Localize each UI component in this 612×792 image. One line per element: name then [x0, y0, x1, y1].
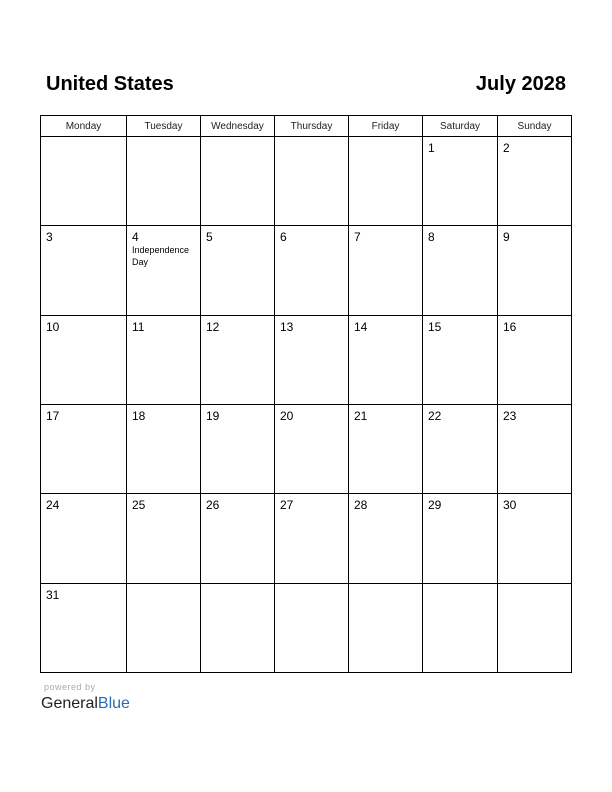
day-number: 31 [46, 588, 60, 602]
day-cell[interactable] [201, 226, 275, 316]
day-cell[interactable] [127, 405, 201, 494]
month-year-title: July 2028 [475, 73, 566, 95]
day-number: 8 [428, 230, 435, 244]
day-cell[interactable] [127, 584, 201, 673]
day-cell[interactable] [423, 137, 498, 226]
day-number: 25 [132, 498, 146, 512]
day-cell[interactable] [41, 137, 127, 226]
weekday-sunday: Sunday [498, 116, 572, 137]
holiday-label: Independence Day [132, 245, 190, 267]
day-number: 15 [428, 320, 442, 334]
day-cell[interactable] [41, 494, 127, 584]
day-number: 9 [503, 230, 510, 244]
day-number: 17 [46, 409, 60, 423]
day-cell[interactable] [423, 316, 498, 405]
day-cell[interactable] [349, 494, 423, 584]
day-cell[interactable] [498, 405, 572, 494]
weekday-tuesday: Tuesday [127, 116, 201, 137]
day-number: 12 [206, 320, 220, 334]
day-cell[interactable] [127, 494, 201, 584]
day-number: 19 [206, 409, 220, 423]
day-number: 13 [280, 320, 294, 334]
day-cell[interactable] [41, 405, 127, 494]
weekday-header-row [41, 116, 572, 137]
brand-blue-text: Blue [97, 695, 130, 712]
day-cell[interactable] [201, 137, 275, 226]
day-number: 14 [354, 320, 368, 334]
day-cell[interactable] [498, 137, 572, 226]
weekday-wednesday: Wednesday [201, 116, 275, 137]
weekday-thursday: Thursday [275, 116, 349, 137]
day-number: 3 [46, 230, 53, 244]
calendar-header [46, 71, 566, 97]
day-cell[interactable] [41, 584, 127, 673]
day-cell[interactable] [349, 405, 423, 494]
day-cell[interactable] [275, 316, 349, 405]
day-number: 29 [428, 498, 442, 512]
day-cell[interactable] [423, 584, 498, 673]
day-number: 7 [354, 230, 361, 244]
day-cell[interactable] [275, 137, 349, 226]
day-cell[interactable] [423, 405, 498, 494]
brand-general-text: General [41, 695, 98, 712]
day-cell[interactable] [349, 226, 423, 316]
day-number: 16 [503, 320, 517, 334]
day-number: 4 [132, 230, 139, 244]
day-number: 5 [206, 230, 213, 244]
day-number: 24 [46, 498, 60, 512]
day-cell[interactable] [201, 494, 275, 584]
day-number: 27 [280, 498, 294, 512]
day-number: 18 [132, 409, 146, 423]
day-cell[interactable] [127, 137, 201, 226]
day-cell[interactable] [275, 405, 349, 494]
weekday-friday: Friday [349, 116, 423, 137]
day-cell[interactable] [275, 226, 349, 316]
day-number: 22 [428, 409, 442, 423]
day-cell[interactable] [127, 226, 201, 316]
weekday-monday: Monday [41, 116, 127, 137]
day-cell[interactable] [201, 316, 275, 405]
day-cell[interactable] [498, 494, 572, 584]
day-cell[interactable] [349, 316, 423, 405]
day-cell[interactable] [423, 494, 498, 584]
day-cell[interactable] [41, 226, 127, 316]
day-cell[interactable] [349, 137, 423, 226]
powered-by-text: powered by [44, 682, 96, 692]
day-number: 1 [428, 141, 435, 155]
day-cell[interactable] [423, 226, 498, 316]
day-cell[interactable] [498, 584, 572, 673]
day-number: 21 [354, 409, 368, 423]
day-cell[interactable] [275, 584, 349, 673]
day-number: 6 [280, 230, 287, 244]
day-number: 23 [503, 409, 517, 423]
day-cell[interactable] [275, 494, 349, 584]
day-number: 11 [132, 320, 145, 334]
day-number: 30 [503, 498, 517, 512]
brand-logo[interactable] [41, 694, 130, 714]
day-cell[interactable] [201, 405, 275, 494]
day-number: 20 [280, 409, 294, 423]
calendar-grid [40, 115, 572, 673]
weekday-saturday: Saturday [423, 116, 498, 137]
day-number: 2 [503, 141, 510, 155]
day-number: 28 [354, 498, 368, 512]
day-cell[interactable] [41, 316, 127, 405]
country-title: United States [46, 73, 174, 95]
day-cell[interactable] [201, 584, 275, 673]
day-cell[interactable] [498, 316, 572, 405]
day-number: 10 [46, 320, 60, 334]
day-number: 26 [206, 498, 220, 512]
day-cell[interactable] [498, 226, 572, 316]
day-cell[interactable] [349, 584, 423, 673]
day-cell[interactable] [127, 316, 201, 405]
footer-branding [41, 681, 161, 715]
